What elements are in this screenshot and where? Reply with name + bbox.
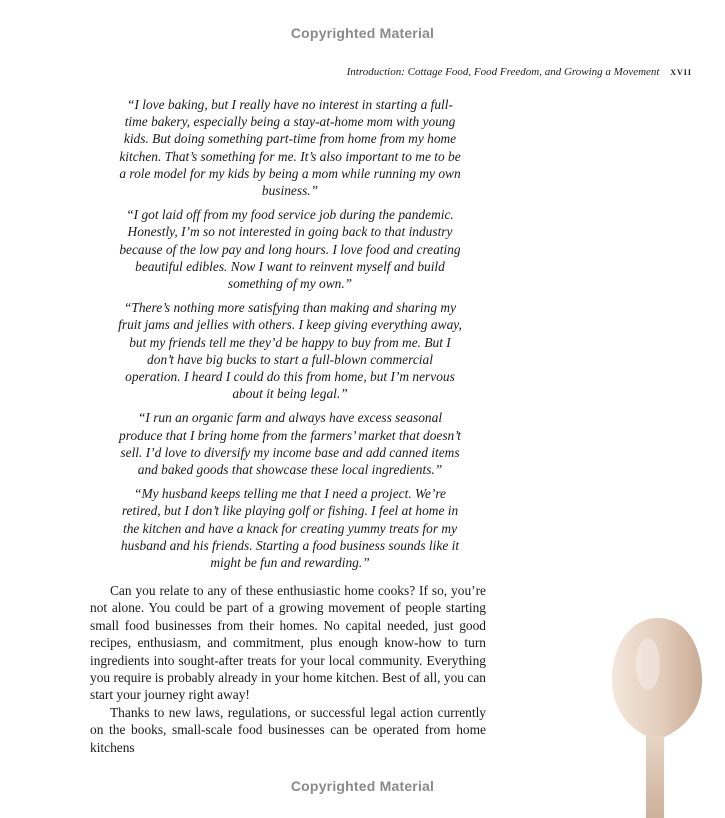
quote-2: “I got laid off from my food service job during the pandemic. Honestly, I’m so not interested in going back to that industry because of the low pay and long hours. I love food and creating beautiful edibles. Now I want to reinvent myself and build something of my own.” bbox=[119, 207, 461, 292]
quote-5: “My husband keeps telling me that I need a project. We’re retired, but I don’t like playing golf or fishing. I feel at home in the kitchen and have a knack for creating yummy treats for my husband and his friends. Starting a food business sounds like it might be fun and rewarding.” bbox=[120, 486, 460, 571]
body-paragraph-2: Thanks to new laws, regulations, or successful legal action currently on the books, small-scale food businesses can be operated from home kitchens bbox=[90, 704, 486, 755]
page-number: xvii bbox=[670, 64, 692, 78]
testimonial-quotes bbox=[118, 96, 462, 578]
quote-3: “There’s nothing more satisfying than making and sharing my fruit jams and jellies with others. I keep giving everything away, but my friends tell me they’d be happy to buy from me. But I don’t have big bucks to start a full-blown commercial operation. I heard I could do this from home, but I’m nervous about it being legal.” bbox=[118, 300, 462, 402]
quote-1: “I love baking, but I really have no interest in starting a full-time bakery, especially being a stay-at-home mom with young kids. But doing something part-time from home from my home kitchen. That’s something for me. It’s also important to me to be a role model for my kids by being a mom while running my own business.” bbox=[119, 97, 461, 199]
quote-4: “I run an organic farm and always have excess seasonal produce that I bring home from the farmers’ market that doesn’t sell. I’d love to diversify my income base and add canned items and baked goods that showcase these local ingredients.” bbox=[119, 410, 461, 478]
body-paragraph-1: Can you relate to any of these enthusiastic home cooks? If so, you’re not alone. You could be part of a growing movement of people starting small food businesses from their homes. No capital needed, just good recipes, enthusiasm, and commitment, plus enough know-how to turn ingredients into sought-after treats for your local community. Everything you require is probably already in your home kitchen. Best of all, you can start your journey right away! bbox=[90, 583, 486, 703]
copyright-watermark-bottom: Copyrighted Material bbox=[290, 778, 435, 794]
copyright-watermark-top: Copyrighted Material bbox=[290, 25, 435, 41]
body-text bbox=[90, 582, 486, 756]
running-header-title: Introduction: Cottage Food, Food Freedom, and Growing a Movement bbox=[346, 66, 660, 78]
running-header bbox=[347, 64, 692, 79]
